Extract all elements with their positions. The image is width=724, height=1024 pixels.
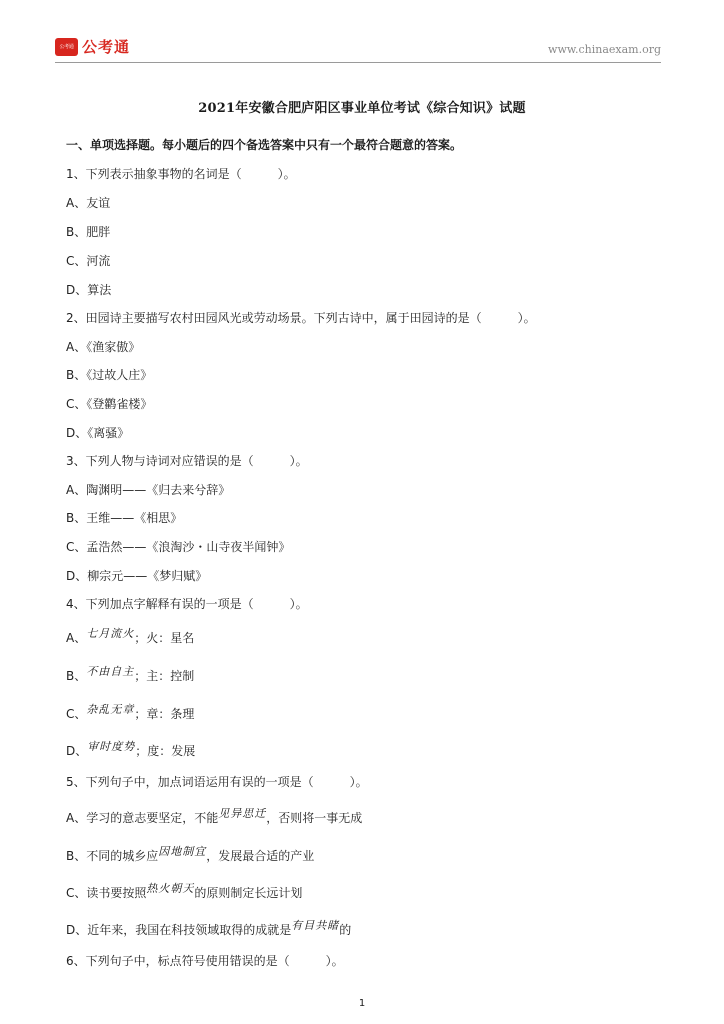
handwritten-idiom: 热火朝天 bbox=[146, 882, 195, 895]
question-5-option-d bbox=[66, 921, 351, 938]
question-1-option-b: B、肥胖 bbox=[66, 225, 111, 239]
question-5-option-b bbox=[66, 847, 314, 864]
document-title: 2021年安徽合肥庐阳区事业单位考试《综合知识》试题 bbox=[198, 101, 526, 116]
question-2-option-c: C、《登鹳雀楼》 bbox=[66, 397, 153, 411]
handwritten-idiom: 杂乱无章 bbox=[86, 703, 135, 716]
option-text: C、读书要按照 bbox=[66, 886, 147, 900]
question-2-stem: 2、田园诗主要描写农村田园风光或劳动场景。下列古诗中，属于田园诗的是（ ）。 bbox=[66, 311, 536, 325]
site-url: www.chinaexam.org bbox=[548, 43, 661, 56]
question-4-stem: 4、下列加点字解释有误的一项是（ ）。 bbox=[66, 597, 308, 611]
option-prefix: B、 bbox=[66, 669, 87, 683]
question-3-option-d: D、柳宗元——《梦归赋》 bbox=[66, 569, 208, 583]
question-2-option-d: D、《离骚》 bbox=[66, 426, 130, 440]
option-explanation: ；主：控制 bbox=[134, 669, 195, 683]
question-3-stem: 3、下列人物与诗词对应错误的是（ ）。 bbox=[66, 454, 308, 468]
question-3-option-b: B、王维——《相思》 bbox=[66, 511, 183, 525]
option-text: B、不同的城乡应 bbox=[66, 849, 159, 863]
brand-logo bbox=[55, 36, 130, 57]
handwritten-idiom: 因地制宜 bbox=[158, 845, 207, 858]
page-number: 1 bbox=[358, 998, 366, 1009]
question-5-option-a bbox=[66, 809, 362, 826]
section-heading: 一、单项选择题。每小题后的四个备选答案中只有一个最符合题意的答案。 bbox=[66, 138, 463, 152]
question-1-option-a: A、友谊 bbox=[66, 196, 111, 210]
question-1-stem: 1、下列表示抽象事物的名词是（ ）。 bbox=[66, 167, 296, 181]
option-prefix: A、 bbox=[66, 631, 87, 645]
question-4-option-c bbox=[66, 705, 194, 722]
option-prefix: C、 bbox=[66, 707, 87, 721]
page-header bbox=[55, 36, 661, 62]
question-1-option-d: D、算法 bbox=[66, 283, 112, 297]
option-text: 的 bbox=[339, 923, 352, 937]
option-explanation: ；章：条理 bbox=[134, 707, 195, 721]
option-prefix: D、 bbox=[66, 744, 88, 758]
question-6-stem: 6、下列句子中，标点符号使用错误的是（ ）。 bbox=[66, 954, 344, 968]
handwritten-idiom: 不由自主 bbox=[86, 665, 135, 678]
handwritten-idiom: 七月流火 bbox=[86, 627, 135, 640]
option-text: ，发展最合适的产业 bbox=[206, 849, 315, 863]
question-2-option-b: B、《过故人庄》 bbox=[66, 368, 153, 382]
option-explanation: ；火：星名 bbox=[134, 631, 195, 645]
logo-badge-icon: 公考通 bbox=[55, 38, 78, 56]
question-1-option-c: C、河流 bbox=[66, 254, 111, 268]
question-5-option-c bbox=[66, 884, 302, 901]
question-5-stem: 5、下列句子中，加点词语运用有误的一项是（ ）。 bbox=[66, 775, 368, 789]
handwritten-idiom: 见异思迁 bbox=[218, 807, 267, 820]
question-4-option-d bbox=[66, 742, 195, 759]
option-text: 的原则制定长远计划 bbox=[194, 886, 303, 900]
logo-text: 公考通 bbox=[82, 38, 131, 56]
handwritten-idiom: 有目共睹 bbox=[291, 919, 340, 932]
question-2-option-a: A、《渔家傲》 bbox=[66, 340, 141, 354]
option-explanation: ；度：发展 bbox=[135, 744, 196, 758]
handwritten-idiom: 审时度势 bbox=[87, 740, 136, 753]
question-4-option-b bbox=[66, 667, 194, 684]
question-3-option-c: C、孟浩然——《浪淘沙・山寺夜半闻钟》 bbox=[66, 540, 291, 554]
option-text: ，否则将一事无成 bbox=[266, 811, 363, 825]
question-3-option-a: A、陶渊明——《归去来兮辞》 bbox=[66, 483, 231, 497]
option-text: A、学习的意志要坚定，不能 bbox=[66, 811, 219, 825]
option-text: D、近年来，我国在科技领域取得的成就是 bbox=[66, 923, 292, 937]
header-divider bbox=[55, 62, 661, 63]
question-4-option-a bbox=[66, 629, 194, 646]
